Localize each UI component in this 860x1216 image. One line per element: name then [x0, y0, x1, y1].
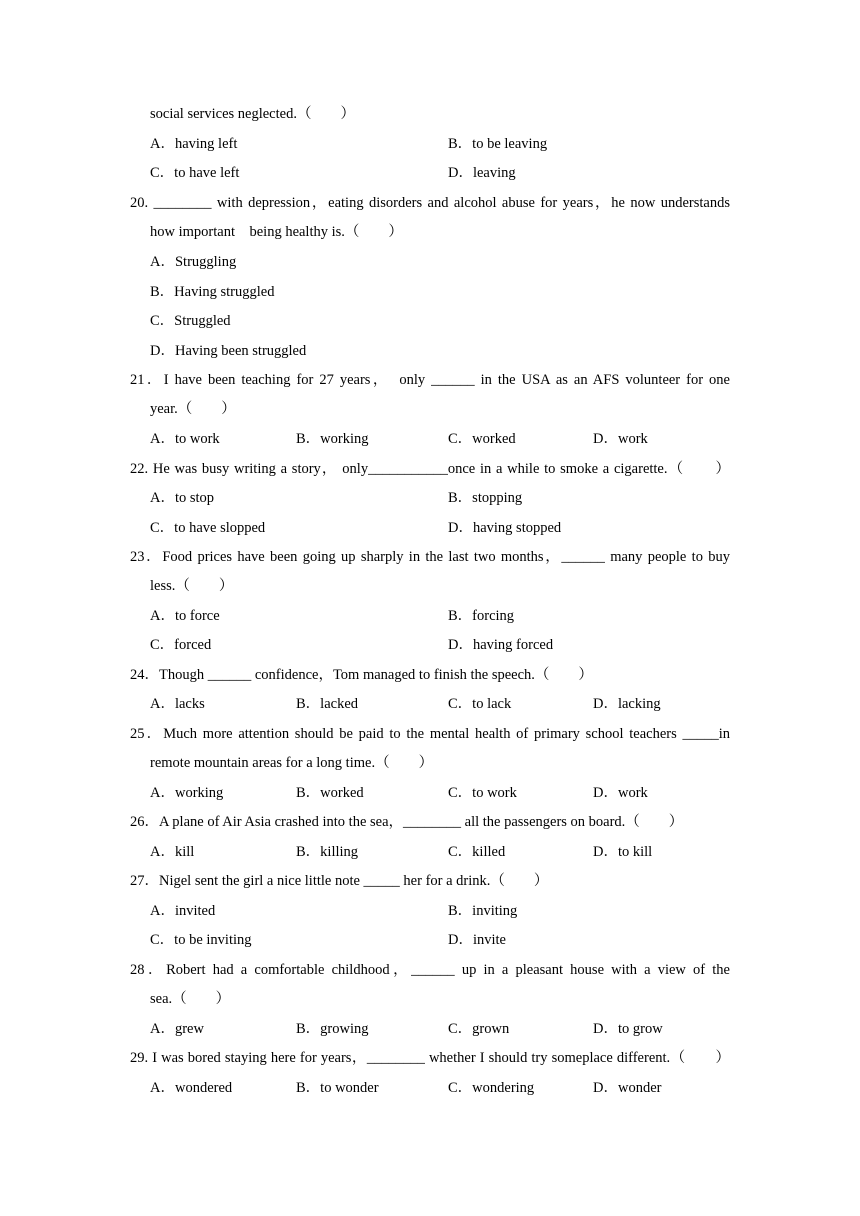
option-b: B．killing	[296, 844, 359, 860]
option-b: B．growing	[296, 1021, 369, 1037]
question-28-stem: 28．Robert had a comfortable childhood，______ up in a pleasant house with a view of the	[130, 962, 730, 978]
option-c: C．Struggled	[150, 313, 231, 329]
option-d: D．having stopped	[448, 520, 562, 536]
question-27-stem: 27．Nigel sent the girl a nice little note _____ her for a drink.（ ）	[130, 873, 549, 889]
option-a: A．wondered	[150, 1080, 233, 1096]
question-21-stem: 21．I have been teaching for 27 years， only ______ in the USA as an AFS volunteer for one	[130, 372, 730, 388]
option-a: A．invited	[150, 903, 216, 919]
option-b: B．to be leaving	[448, 136, 548, 152]
question-24-stem: 24．Though ______ confidence，Tom managed to finish the speech.（ ）	[130, 667, 593, 683]
option-d: D．work	[593, 431, 648, 447]
option-b: B．stopping	[448, 490, 523, 506]
option-c: C．wondering	[448, 1080, 535, 1096]
option-c: C．to lack	[448, 696, 512, 712]
option-d: D．wonder	[593, 1080, 662, 1096]
question-21-stem-cont: year.（ ）	[150, 401, 236, 417]
option-c: C．to have slopped	[150, 520, 266, 536]
question-29-stem: 29. I was bored staying here for years，________ whether I should try someplace different.（ ）	[130, 1050, 730, 1066]
option-c: C．worked	[448, 431, 516, 447]
option-b: B．Having struggled	[150, 284, 275, 300]
option-c: C．grown	[448, 1021, 510, 1037]
option-b: B．working	[296, 431, 369, 447]
option-c: C．to work	[448, 785, 517, 801]
option-b: B．to wonder	[296, 1080, 379, 1096]
option-a: A．Struggling	[150, 254, 237, 270]
question-25-stem-cont: remote mountain areas for a long time.（ ）	[150, 755, 434, 771]
option-c: C．killed	[448, 844, 506, 860]
option-c: C．to be inviting	[150, 932, 252, 948]
option-a: A．having left	[150, 136, 238, 152]
option-a: A．kill	[150, 844, 195, 860]
question-26-stem: 26．A plane of Air Asia crashed into the sea，________ all the passengers on board.（ ）	[130, 814, 684, 830]
question-25-stem: 25．Much more attention should be paid to the mental health of primary school teachers _____in	[130, 726, 730, 742]
question-22-stem: 22. He was busy writing a story， only___________once in a while to smoke a cigarette.（ ）	[130, 461, 730, 477]
option-d: D．work	[593, 785, 648, 801]
option-a: A．to force	[150, 608, 220, 624]
option-d: D．lacking	[593, 696, 661, 712]
option-a: A．working	[150, 785, 224, 801]
option-c: C．to have left	[150, 165, 240, 181]
option-a: A．to stop	[150, 490, 215, 506]
option-c: C．forced	[150, 637, 212, 653]
option-d: D．having forced	[448, 637, 554, 653]
option-b: B．forcing	[448, 608, 515, 624]
question-28-stem-cont: sea.（ ）	[150, 991, 231, 1007]
option-a: A．lacks	[150, 696, 205, 712]
option-d: D．to kill	[593, 844, 653, 860]
question-continuation: social services neglected.（ ）	[150, 106, 355, 122]
option-d: D．to grow	[593, 1021, 663, 1037]
option-b: B．inviting	[448, 903, 518, 919]
question-20-stem: 20. ________ with depression，eating disorders and alcohol abuse for years，he now understands	[130, 195, 730, 211]
option-d: D．leaving	[448, 165, 516, 181]
option-b: B．worked	[296, 785, 364, 801]
option-a: A．grew	[150, 1021, 204, 1037]
option-a: A．to work	[150, 431, 220, 447]
option-d: D．invite	[448, 932, 506, 948]
option-d: D．Having been struggled	[150, 343, 307, 359]
question-23-stem: 23．Food prices have been going up sharply in the last two months，______ many people to buy	[130, 549, 730, 565]
option-b: B．lacked	[296, 696, 359, 712]
question-20-stem-cont: how important being healthy is.（ ）	[150, 224, 403, 240]
question-23-stem-cont: less.（ ）	[150, 578, 234, 594]
